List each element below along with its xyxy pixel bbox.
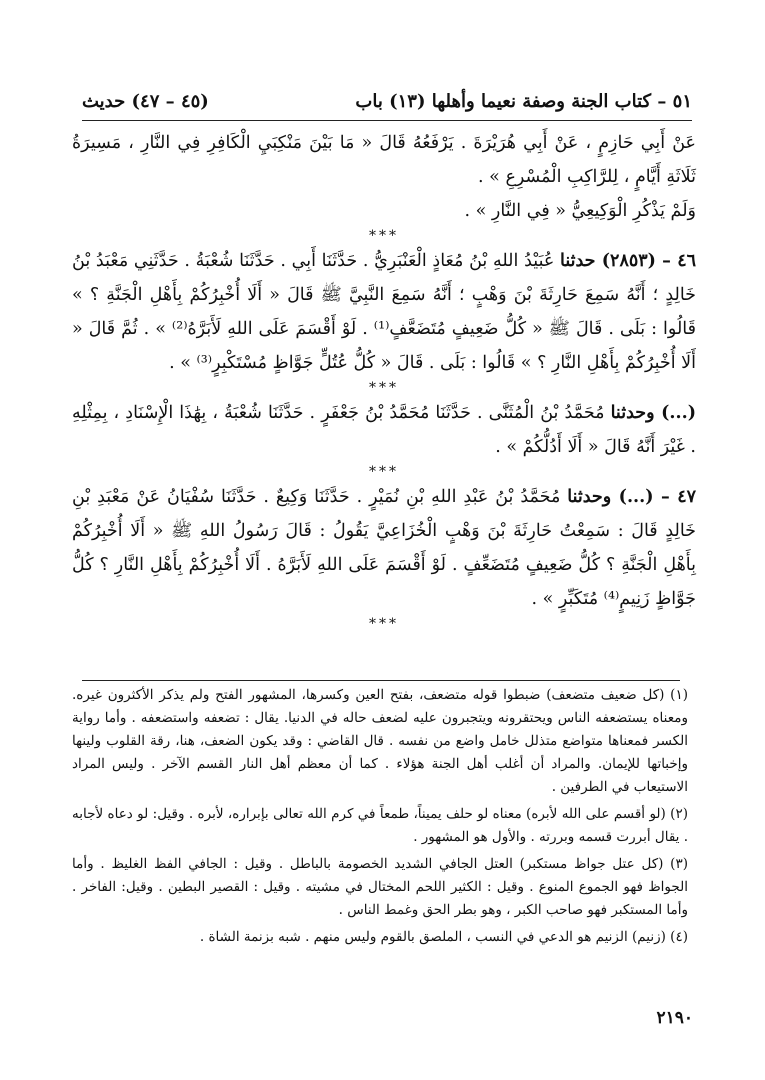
section-separator: *** (369, 464, 399, 480)
hadith-text: مُحَمَّدُ بْنُ الْمُثَنَّى . حَدَّثَنَا مُحَمَّدُ بْنُ جَعْفَرٍ . حَدَّثَنَا شُعْبَةُ ، بِهَٰذَا الْإِسْنَادِ ، بِمِثْلِهِ . غَيْرَ أَنَّهُ قَالَ « أَلَا أَدُلُّكُمْ » . (72, 403, 696, 457)
hadith-paragraph (72, 194, 696, 228)
header-hadith-range: (٤٥ – ٤٧) حديث (82, 90, 209, 112)
hadith-paragraph (72, 244, 696, 380)
hadith-number: ٤٦ – (٢٨٥٣) حدثنا (560, 251, 696, 271)
footnotes (72, 684, 688, 953)
hadith-paragraph (72, 126, 696, 194)
hadith-text: مُحَمَّدُ بْنُ عَبْدِ اللهِ بْنِ نُمَيْرٍ . حَدَّثَنَا وَكِيعٌ . حَدَّثَنَا سُفْيَانُ عَنْ مَعْبَدِ بْنِ خَالِدٍ قَالَ : سَمِعْتُ حَارِثَةَ بْنَ وَهْبٍ الْخُزَاعِيَّ يَقُولُ : قَالَ رَسُولُ اللهِ ﷺ « أَلَا أُخْبِرُكُمْ بِأَهْلِ الْجَنَّةِ ؟ كُلُّ ضَعِيفٍ مُتَضَعِّفٍ . لَوْ أَقْسَمَ عَلَى اللهِ لَأَبَرَّهُ . أَلَا أُخْبِرُكُمْ بِأَهْلِ النَّارِ ؟ كُلُّ جَوَّاظٍ زَنِيمٍ⁽⁴⁾ مُتَكَبِّرٍ » . (72, 487, 696, 609)
footnote: (٤) (زنيم) الزنيم هو الدعي في النسب ، الملصق بالقوم وليس منهم . شبه بزنمة الشاة . (199, 929, 688, 945)
footnote: (٢) (لو أقسم على الله لأبره) معناه لو حلف يميناً، طمعاً في كرم الله تعالى بإبراره، لأبره . وقيل: لو دعاه لأجابه . يقال أبررت قسمه وبررته . والأول هو المشهور . (72, 806, 688, 845)
hadith-number: ٤٧ – (...) وحدثنا (567, 487, 696, 507)
header-chapter-title: ٥١ – كتاب الجنة وصفة نعيما وأهلها (١٣) باب (355, 90, 692, 112)
main-text (72, 126, 696, 632)
hadith-text: عَنْ أَبِي حَازِمٍ ، عَنْ أَبِي هُرَيْرَةَ . يَرْفَعُهُ قَالَ « مَا بَيْنَ مَنْكِبَيِ الْكَافِرِ فِي النَّارِ ، مَسِيرَةُ ثَلَاثَةِ أَيَّامٍ ، لِلرَّاكِبِ الْمُسْرِعِ » . (72, 133, 696, 187)
section-separator: *** (369, 228, 399, 244)
hadith-number: (...) وحدثنا (610, 403, 696, 423)
page-number: ٢١٩٠ (656, 1008, 693, 1028)
footnote: (٣) (كل عتل جواظ مستكبر) العتل الجافي الشديد الخصومة بالباطل . وقيل : الجافي الفظ الغليظ . وأما الجواظ فهو الجموع المنوع . وقيل : الكثير اللحم المختال في مشيته . وقيل : القصير البطين . وقيل: الفاخر . وأما المستكبر فهو صاحب الكبر ، وهو بطر الحق وغمط الناس . (72, 856, 688, 918)
section-separator: *** (369, 616, 399, 632)
header-divider (82, 120, 692, 121)
hadith-paragraph (72, 480, 696, 616)
hadith-paragraph (72, 396, 696, 464)
footnote: (١) (كل ضعيف متضعف) ضبطوا قوله متضعف، بفتح العين وكسرها، المشهور الفتح ولم يذكر الأكثرون غيره. ومعناه يستضعفه الناس ويحتقرونه ويتجبرون عليه لضعف حاله في الدنيا. يقال : تضعفه واستضعفه . وأما رواية الكسر فمعناها متواضع متذلل خامل واضع من نفسه . قال القاضي : وقد يكون الضعف، هنا، رقة القلوب ولينها وإخباتها للإيمان. والمراد أن أغلب أهل الجنة هؤلاء . كما أن معظم أهل النار القسم الآخر . وليس المراد الاستيعاب في الطرفين . (72, 687, 688, 795)
footnote-divider (82, 680, 680, 681)
section-separator: *** (369, 380, 399, 396)
hadith-text: وَلَمْ يَذْكُرِ الْوَكِيعِيُّ « فِي النَّارِ » . (464, 201, 696, 221)
running-header (82, 86, 692, 116)
hadith-text: عُبَيْدُ اللهِ بْنُ مُعَاذٍ الْعَنْبَرِيُّ . حَدَّثَنَا أَبِي . حَدَّثَنَا شُعْبَةُ . حَدَّثَنِي مَعْبَدُ بْنُ خَالِدٍ ؛ أَنَّهُ سَمِعَ حَارِثَةَ بْنَ وَهْبٍ ؛ أَنَّهُ سَمِعَ النَّبِيَّ ﷺ قَالَ « أَلَا أُخْبِرُكُمْ بِأَهْلِ الْجَنَّةِ ؟ » قَالُوا : بَلَى . قَالَ ﷺ « كُلُّ ضَعِيفٍ مُتَضَعَّفٍ⁽¹⁾ . لَوْ أَقْسَمَ عَلَى اللهِ لَأَبَرَّهُ⁽²⁾ » . ثُمَّ قَالَ « أَلَا أُخْبِرُكُمْ بِأَهْلِ النَّارِ ؟ » قَالُوا : بَلَى . قَالَ « كُلُّ عُتُلٍّ جَوَّاظٍ مُسْتَكْبِرٍ⁽³⁾ » . (72, 251, 696, 373)
